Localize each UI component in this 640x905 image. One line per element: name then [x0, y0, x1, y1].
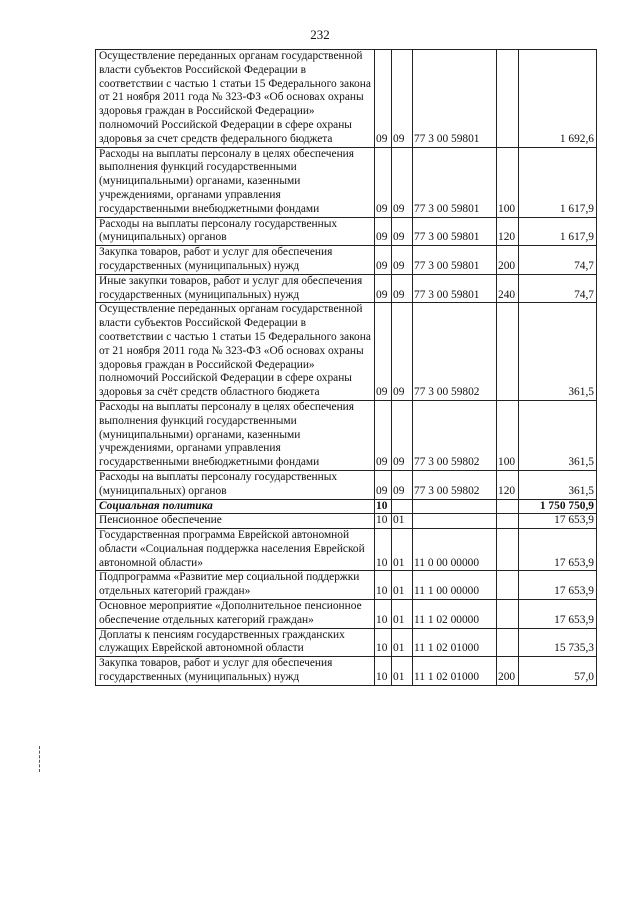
expense-type-code	[497, 514, 519, 529]
page-number: 232	[310, 27, 330, 42]
target-article-code: 77 3 00 59801	[413, 50, 497, 148]
section-code: 10	[375, 514, 392, 529]
target-article-code	[413, 514, 497, 529]
subsection-code: 09	[392, 246, 413, 275]
budget-table	[95, 49, 597, 686]
subsection-code: 01	[392, 529, 413, 571]
expense-name: Основное мероприятие «Дополнительное пенсионное обеспечение отдельных категорий граждан»	[96, 600, 375, 629]
amount: 74,7	[519, 274, 597, 303]
target-article-code: 11 1 02 00000	[413, 600, 497, 629]
section-code: 10	[375, 628, 392, 657]
table-row	[96, 628, 597, 657]
target-article-code: 77 3 00 59802	[413, 470, 497, 499]
amount: 361,5	[519, 470, 597, 499]
amount: 17 653,9	[519, 571, 597, 600]
target-article-code: 77 3 00 59801	[413, 274, 497, 303]
expense-name: Расходы на выплаты персоналу государственных (муниципальных) органов	[96, 217, 375, 246]
target-article-code: 11 1 02 01000	[413, 628, 497, 657]
expense-type-code: 240	[497, 274, 519, 303]
expense-name: Закупка товаров, работ и услуг для обеспечения государственных (муниципальных) нужд	[96, 657, 375, 686]
section-code: 09	[375, 400, 392, 470]
amount: 17 653,9	[519, 514, 597, 529]
section-code: 09	[375, 217, 392, 246]
expense-name: Иные закупки товаров, работ и услуг для обеспечения государственных (муниципальных) нужд	[96, 274, 375, 303]
expense-type-code	[497, 499, 519, 514]
subsection-code: 01	[392, 514, 413, 529]
expense-name: Социальная политика	[96, 499, 375, 514]
expense-name: Расходы на выплаты персоналу в целях обеспечения выполнения функций государственными (муниципальными) органами, казенными учреждениями, органами управления государственными внебюджетными фондами	[96, 400, 375, 470]
amount: 1 617,9	[519, 217, 597, 246]
amount: 17 653,9	[519, 529, 597, 571]
subsection-code: 09	[392, 303, 413, 401]
table-row	[96, 470, 597, 499]
subsection-code: 09	[392, 400, 413, 470]
table-row	[96, 529, 597, 571]
section-code: 09	[375, 246, 392, 275]
section-code: 10	[375, 657, 392, 686]
subsection-code: 09	[392, 147, 413, 217]
expense-type-code	[497, 50, 519, 148]
section-code: 09	[375, 303, 392, 401]
subsection-code: 01	[392, 628, 413, 657]
amount: 74,7	[519, 246, 597, 275]
target-article-code: 11 1 02 01000	[413, 657, 497, 686]
amount: 15 735,3	[519, 628, 597, 657]
amount: 361,5	[519, 400, 597, 470]
section-code: 10	[375, 571, 392, 600]
target-article-code: 77 3 00 59802	[413, 303, 497, 401]
expense-type-code	[497, 529, 519, 571]
table-row	[96, 571, 597, 600]
expense-name: Осуществление переданных органам государственной власти субъектов Российской Федерации в соответствии с частью 1 статьи 15 Федерального закона от 21 ноября 2011 года № 323-ФЗ «Об основах охраны здоровья граждан в Российской Федерации» полномочий Российской Федерации в сфере охраны здоровья за счёт средств областного бюджета	[96, 303, 375, 401]
amount: 57,0	[519, 657, 597, 686]
target-article-code	[413, 499, 497, 514]
expense-name: Государственная программа Еврейской автономной области «Социальная поддержка населения Еврейской автономной области»	[96, 529, 375, 571]
expense-name: Доплаты к пенсиям государственных гражданских служащих Еврейской автономной области	[96, 628, 375, 657]
expense-type-code: 120	[497, 217, 519, 246]
section-code: 09	[375, 50, 392, 148]
amount: 1 692,6	[519, 50, 597, 148]
amount: 1 750 750,9	[519, 499, 597, 514]
expense-type-code: 200	[497, 246, 519, 275]
expense-type-code	[497, 628, 519, 657]
amount: 17 653,9	[519, 600, 597, 629]
expense-type-code: 100	[497, 400, 519, 470]
table-row	[96, 400, 597, 470]
subsection-code: 09	[392, 50, 413, 148]
expense-name: Расходы на выплаты персоналу в целях обеспечения выполнения функций государственными (муниципальными) органами, казенными учреждениями, органами управления государственными внебюджетными фондами	[96, 147, 375, 217]
target-article-code: 11 1 00 00000	[413, 571, 497, 600]
expense-name: Подпрограмма «Развитие мер социальной поддержки отдельных категорий граждан»	[96, 571, 375, 600]
subsection-code: 09	[392, 274, 413, 303]
amount: 1 617,9	[519, 147, 597, 217]
expense-type-code	[497, 571, 519, 600]
expense-name: Закупка товаров, работ и услуг для обеспечения государственных (муниципальных) нужд	[96, 246, 375, 275]
section-code: 09	[375, 147, 392, 217]
subsection-code: 09	[392, 470, 413, 499]
section-code: 10	[375, 529, 392, 571]
expense-name: Осуществление переданных органам государственной власти субъектов Российской Федерации в соответствии с частью 1 статьи 15 Федерального закона от 21 ноября 2011 года № 323-ФЗ «Об основах охраны здоровья граждан в Российской Федерации» полномочий Российской Федерации в сфере охраны здоровья за счет средств федерального бюджета	[96, 50, 375, 148]
table-row	[96, 217, 597, 246]
table-row	[96, 657, 597, 686]
table-row-section	[96, 499, 597, 514]
subsection-code	[392, 499, 413, 514]
table-row	[96, 246, 597, 275]
section-code: 09	[375, 274, 392, 303]
subsection-code: 09	[392, 217, 413, 246]
subsection-code: 01	[392, 571, 413, 600]
section-code: 10	[375, 600, 392, 629]
budget-table-body	[96, 50, 597, 686]
subsection-code: 01	[392, 600, 413, 629]
subsection-code: 01	[392, 657, 413, 686]
table-row	[96, 50, 597, 148]
target-article-code: 11 0 00 00000	[413, 529, 497, 571]
target-article-code: 77 3 00 59801	[413, 246, 497, 275]
expense-type-code	[497, 600, 519, 629]
target-article-code: 77 3 00 59802	[413, 400, 497, 470]
expense-name: Пенсионное обеспечение	[96, 514, 375, 529]
amount: 361,5	[519, 303, 597, 401]
expense-type-code: 100	[497, 147, 519, 217]
table-row	[96, 303, 597, 401]
target-article-code: 77 3 00 59801	[413, 147, 497, 217]
expense-type-code	[497, 303, 519, 401]
table-row	[96, 274, 597, 303]
expense-type-code: 200	[497, 657, 519, 686]
table-row	[96, 600, 597, 629]
expense-type-code: 120	[497, 470, 519, 499]
target-article-code: 77 3 00 59801	[413, 217, 497, 246]
expense-name: Расходы на выплаты персоналу государственных (муниципальных) органов	[96, 470, 375, 499]
scan-margin-mark	[39, 746, 41, 772]
section-code: 09	[375, 470, 392, 499]
table-row	[96, 147, 597, 217]
table-row	[96, 514, 597, 529]
section-code: 10	[375, 499, 392, 514]
